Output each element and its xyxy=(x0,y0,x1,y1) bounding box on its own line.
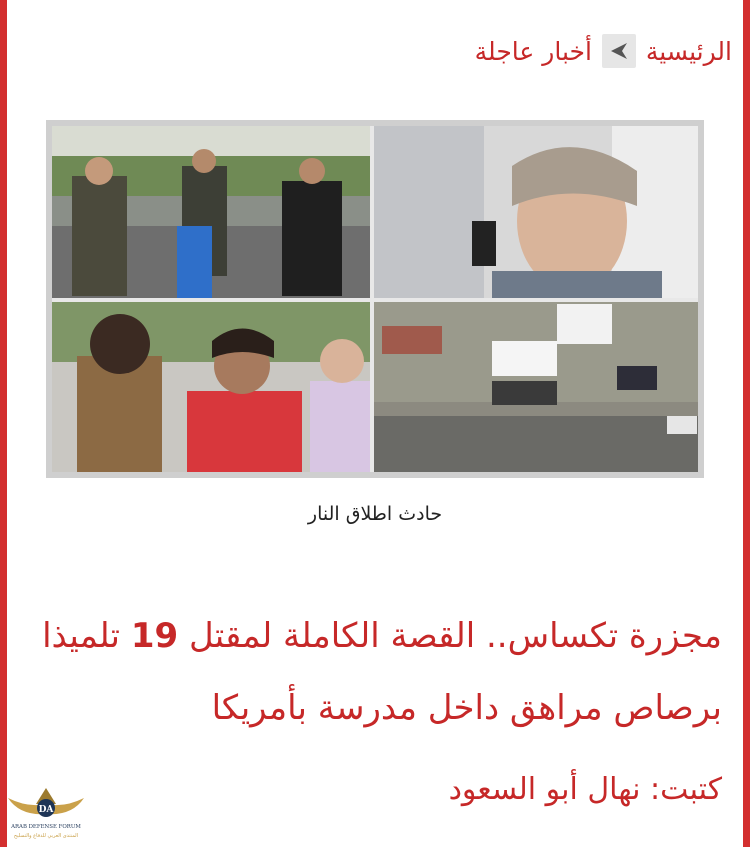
article-author: كتبت: نهال أبو السعود xyxy=(448,772,722,807)
photo-panel-bottom-left xyxy=(52,302,370,472)
headline-text-start: مجزرة تكساس.. القصة الكاملة لمقتل xyxy=(188,616,722,656)
breadcrumb-section-link[interactable]: أخبار عاجلة xyxy=(474,36,592,66)
photo-panel-top-left xyxy=(52,126,370,298)
breadcrumb-home-link[interactable]: الرئيسية xyxy=(645,36,732,66)
logo-initials: DA xyxy=(38,805,54,815)
headline-text-end: تلميذا برصاص مراهق داخل مدرسة بأمريكا xyxy=(42,616,722,728)
headline-number: 19 xyxy=(130,616,179,656)
breadcrumb xyxy=(475,34,732,68)
right-red-edge xyxy=(743,0,750,847)
photo-collage xyxy=(52,126,698,472)
left-red-edge xyxy=(0,0,7,847)
photo-panel-bottom-right xyxy=(374,302,698,472)
chevron-left-icon xyxy=(602,34,636,68)
logo-line1: ARAB DEFENSE FORUM xyxy=(11,824,81,830)
article-headline xyxy=(22,600,722,744)
eagle-emblem-icon xyxy=(6,784,86,846)
article-photo xyxy=(46,120,704,478)
logo-line2: المنتدى العربي للدفاع والتسليح xyxy=(13,833,79,839)
photo-caption: حادث اطلاق النار xyxy=(307,503,443,525)
photo-panel-top-right xyxy=(374,126,698,298)
